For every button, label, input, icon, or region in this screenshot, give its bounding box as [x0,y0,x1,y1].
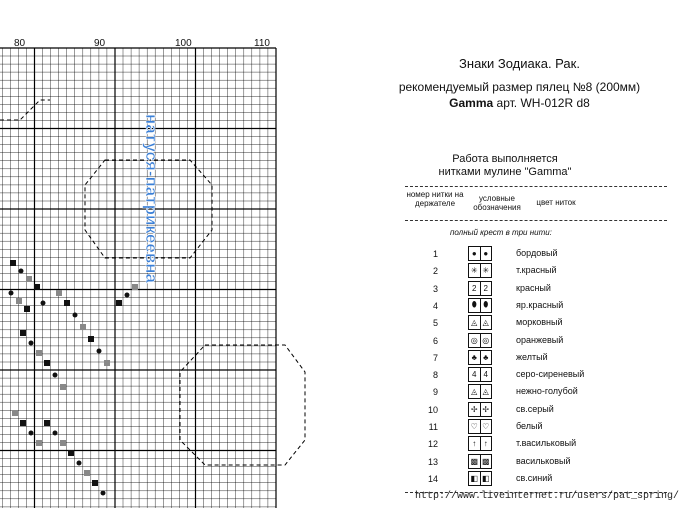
thread-number: 14 [427,473,438,484]
color-key-row [340,246,699,263]
color-key-row [340,298,699,315]
thread-color-name: св.синий [516,472,553,483]
thread-number: 3 [432,283,438,294]
color-key-row [340,471,699,488]
chart-grid-svg [0,0,338,508]
symbol: ● [483,249,489,258]
symbol: ⬮ [483,300,489,310]
color-key-row [340,281,699,298]
thread-number: 13 [427,456,438,467]
symbol-box [468,263,492,278]
symbol-box [468,333,492,348]
watermark-text: натуся-патрикеевна [142,114,161,284]
symbol: ◧ [469,472,481,485]
thread-color-name: желтый [516,351,548,362]
full-cross-label: полный крест в три нити: [450,228,552,237]
thread-color-name: морковный [516,317,563,328]
symbol: 2 [469,282,481,295]
thread-color-name: нежно-голубой [516,386,578,397]
symbol: 4 [469,368,481,381]
column-number-90: 90 [94,38,106,49]
symbol-box [468,281,492,296]
article-number: арт. WH-012R d8 [496,96,590,110]
symbol: ● [469,247,481,260]
symbol: ♣ [483,352,489,362]
column-number-80: 80 [14,38,26,49]
thread-color-name: белый [516,421,543,431]
symbol: ✢ [469,403,481,416]
symbol: ✢ [482,404,490,414]
symbol: ◬ [469,316,481,329]
color-key-row [340,263,699,280]
symbol-box [468,402,492,417]
symbol: ♡ [469,420,481,433]
thread-number: 8 [432,370,438,381]
thread-number: 4 [432,300,438,311]
header-symbols: условные обозначения [473,194,521,212]
thread-number: 6 [432,335,438,346]
symbol: 4 [483,370,488,380]
thread-number: 10 [427,404,438,415]
color-key-row [340,436,699,453]
article-line [340,96,699,110]
divider [405,220,667,221]
thread-number: 1 [432,249,438,259]
thread-color-name: св.серый [516,403,554,414]
column-number-100: 100 [175,38,192,49]
symbol: ◬ [469,385,481,398]
symbol: ⬮ [469,299,481,312]
symbol-box [468,298,492,313]
thread-color-name: серо-сиреневый [516,369,585,380]
symbol: ↑ [483,439,488,449]
header-thread-number: номер нитки на держателе [406,190,464,208]
brand-name: Gamma [449,96,494,110]
color-key-row [340,315,699,332]
color-key-row [340,333,699,350]
thread-number: 9 [432,387,438,398]
hoop-size: рекомендуемый размер пялец №8 (200мм) [398,80,641,94]
symbol: 2 [483,283,488,293]
symbol: ♣ [469,351,481,364]
symbol-box [468,454,492,469]
thread-color-name: бордовый [516,248,558,258]
thread-number: 2 [432,266,438,277]
symbol: ▩ [469,455,481,468]
color-key-row [340,350,699,367]
color-key-row [340,367,699,384]
symbol: ◧ [481,473,490,483]
color-key-row [340,402,699,419]
thread-number: 5 [432,318,438,329]
symbol: ✳ [469,264,481,277]
thread-number: 12 [427,439,438,450]
symbol-box [468,315,492,330]
pattern-title: Знаки Зодиака. Рак. [459,56,580,71]
symbol-box [468,384,492,399]
symbol: ✳ [482,266,490,276]
thread-color-name: т.васильковый [516,438,577,449]
symbol: ↑ [469,437,481,450]
color-key-row [340,454,699,471]
divider [405,186,667,187]
thread-color-name: яр.красный [516,299,564,310]
symbol-box [468,350,492,365]
symbol-box [468,367,492,382]
thread-number: 7 [432,352,438,363]
symbol: ◬ [482,387,489,397]
symbol-box [468,419,492,434]
symbol: ♡ [482,422,490,431]
color-key-row [340,384,699,401]
symbol: ◎ [469,334,481,347]
symbol-box [468,471,492,486]
pattern-chart [0,0,338,508]
source-url: http://www.liveinternet.ru/users/pat_spring/ [415,491,680,502]
watermark [108,112,168,362]
legend-panel [340,0,699,508]
header-thread-color: цвет ниток [536,198,576,207]
color-key-row [340,419,699,436]
work-line-2: нитками мулине "Gamma" [438,166,572,178]
symbol-box [468,436,492,451]
symbol: ◬ [482,318,489,328]
thread-color-name: т.красный [516,265,557,276]
symbol: ◎ [482,335,490,345]
column-number-110: 110 [254,38,270,49]
thread-color-name: оранжевый [516,334,564,345]
work-line-1: Работа выполняется [452,153,558,165]
symbol-box [468,246,492,261]
thread-number: 11 [428,422,438,432]
thread-color-name: красный [516,282,551,293]
thread-color-name: васильковый [516,455,571,466]
symbol: ▩ [481,456,490,466]
